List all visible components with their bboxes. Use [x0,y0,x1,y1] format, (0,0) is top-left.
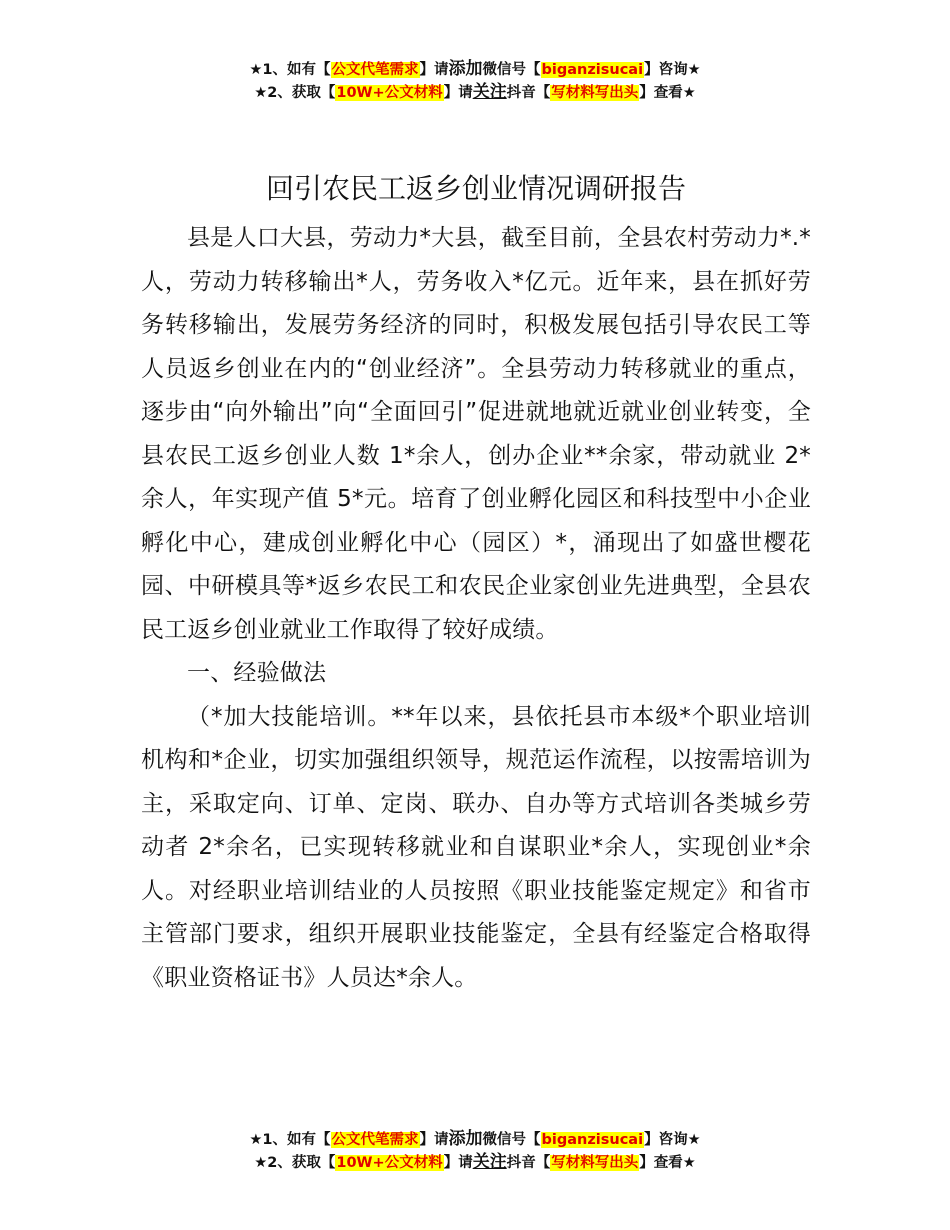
banner-highlight: 公文代笔需求 [331,1132,419,1148]
banner-line-2 [0,81,950,104]
banner-highlight: biganzisucai [541,1132,644,1148]
banner-highlight: 写材料写出头 [551,1155,639,1171]
banner-text: 抖音【 [506,1155,551,1171]
banner-line-1 [0,58,950,81]
banner-prefix: ★2、获取【 [254,1155,336,1171]
banner-line-2 [0,1151,950,1174]
banner-text: 】请 [443,85,473,101]
banner-highlight: 公文代笔需求 [331,62,419,78]
banner-text: 】请 [419,1132,449,1148]
banner-prefix: ★1、如有【 [249,62,331,78]
banner-suffix: 】查看★ [639,85,696,101]
banner-text: 】请 [443,1155,473,1171]
banner-suffix: 】咨询★ [644,62,701,78]
banner-text: 微信号【 [482,62,541,78]
bottom-banner [0,1128,950,1174]
document-title: 回引农民工返乡创业情况调研报告 [265,172,686,205]
banner-text: 微信号【 [482,1132,541,1148]
banner-emphasis: 关注 [472,82,507,102]
banner-line-1 [0,1128,950,1151]
section-heading: 一、经验做法 [187,660,327,686]
banner-emphasis: 关注 [472,1152,507,1172]
section-paragraph: （*加大技能培训。**年以来，县依托县市本级*个职业培训机构和*企业，切实加强组织领导，规范运作流程，以按需培训为主，采取定向、订单、定岗、联办、自办等方式培训各类城乡劳动者 2*余名，已实现转移就业和自谋职业*余人，实现创业*余人。对经职业培训结业的人员按照《职业技能鉴定规定》和省市主管部门要求，组织开展职业技能鉴定，全县有经鉴定合格取得《职业资格证书》人员达*余人。 [141,703,811,991]
banner-emphasis: 添加 [448,1129,483,1149]
banner-highlight: 10W+公文材料 [336,85,443,101]
banner-highlight: biganzisucai [541,62,644,78]
banner-emphasis: 添加 [448,59,483,79]
banner-suffix: 】咨询★ [644,1132,701,1148]
document-body [141,165,811,1000]
banner-highlight: 10W+公文材料 [336,1155,443,1171]
banner-text: 】请 [419,62,449,78]
banner-highlight: 写材料写出头 [551,85,639,101]
top-banner [0,58,950,104]
banner-text: 抖音【 [506,85,551,101]
banner-prefix: ★1、如有【 [249,1132,331,1148]
intro-paragraph: 县是人口大县，劳动力*大县，截至目前，全县农村劳动力*.*人，劳动力转移输出*人，劳务收入*亿元。近年来，县在抓好劳务转移输出，发展劳务经济的同时，积极发展包括引导农民工等人员返乡创业在内的“创业经济”。全县劳动力转移就业的重点，逐步由“向外输出”向“全面回引”促进就地就近就业创业转变，全县农民工返乡创业人数 1*余人，创办企业**余家，带动就业 2*余人，年实现产值 5*元。培育了创业孵化园区和科技型中小企业孵化中心，建成创业孵化中心（园区）*，涌现出了如盛世樱花园、中研模具等*返乡农民工和农民企业家创业先进典型，全县农民工返乡创业就业工作取得了较好成绩。 [141,225,811,643]
banner-suffix: 】查看★ [639,1155,696,1171]
banner-prefix: ★2、获取【 [254,85,336,101]
